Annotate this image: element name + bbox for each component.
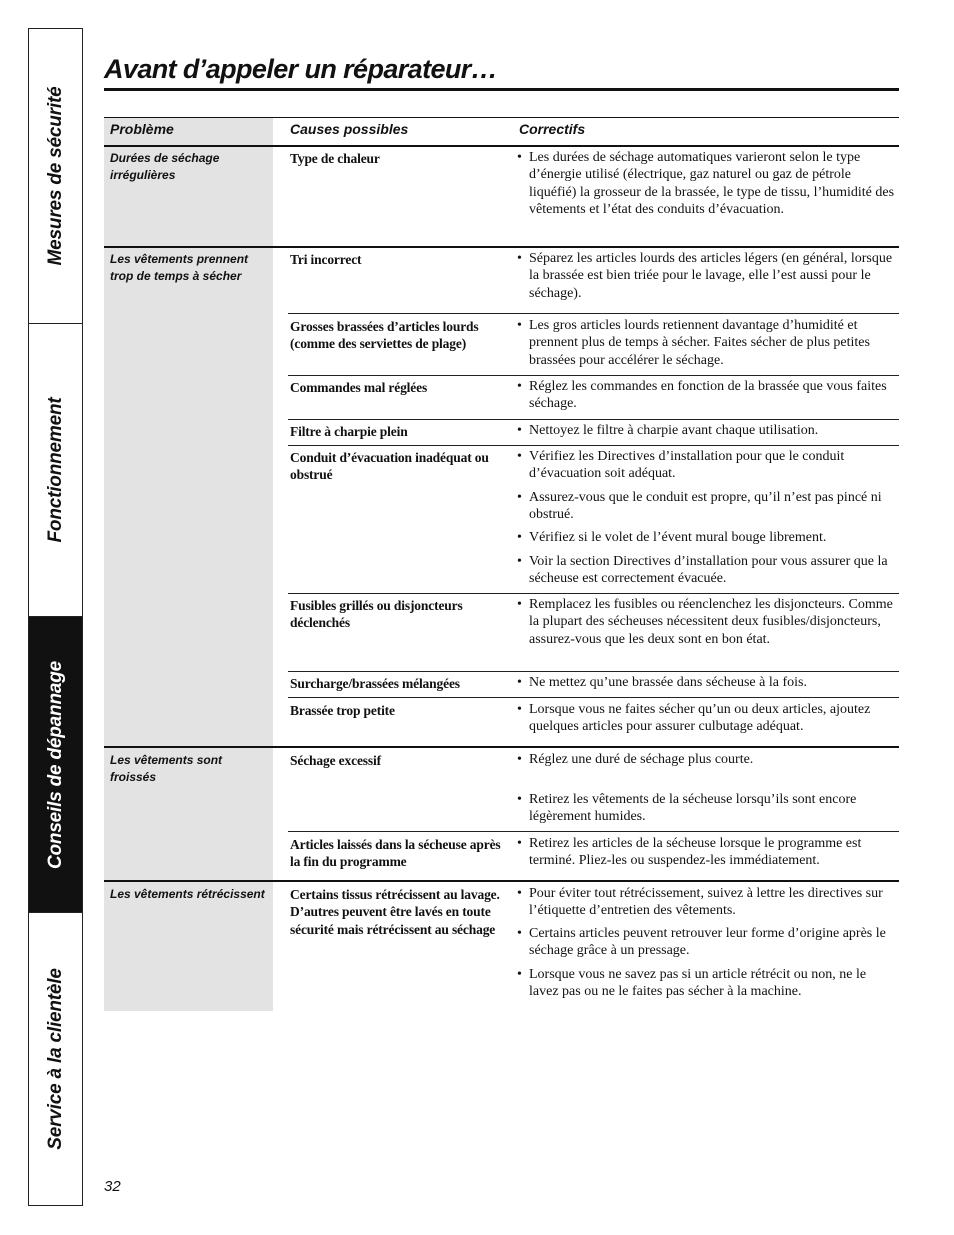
tab-label: Mesures de sécurité xyxy=(44,86,66,266)
bullet-icon: • xyxy=(517,530,522,545)
bullet-icon: • xyxy=(517,251,522,266)
tab-service-a-la-clientele[interactable] xyxy=(29,913,82,1205)
fix-text: Séparez les articles lourds des articles légers (en général, lorsque la brassée est bien triée pour le lavage, elle l’est aussi pour le séchage). xyxy=(529,251,893,301)
fix-text: Les durées de séchage automatiques varieront selon le type d’énergie utilisé (électrique, gaz naturel ou gaz de pétrole liquéfié) la grosseur de la brassée, le type de tissu, l’humidité des vêtements et l’état des conduits d’évacuation. xyxy=(529,150,895,218)
bullet-icon: • xyxy=(517,554,522,569)
header-problem: Problème xyxy=(110,121,174,137)
fix-text: Vérifiez si le volet de l’évent mural bouge librement. xyxy=(529,530,827,545)
fix-text: Lorsque vous ne faites sécher qu’un ou deux articles, ajoutez quelques articles pour assurer culbutage adéquat. xyxy=(529,702,871,735)
tab-fonctionnement[interactable] xyxy=(29,324,82,617)
bullet-icon: • xyxy=(517,490,522,505)
cause-divider xyxy=(288,375,899,376)
fix-item xyxy=(517,489,898,524)
cause-cell: Type de chaleur xyxy=(290,151,380,166)
problem-cell: Les vêtements prennent trop de temps à sécher xyxy=(110,252,249,283)
fix-item xyxy=(517,674,898,691)
cause-cell: Séchage excessif xyxy=(290,753,381,768)
tab-mesures-de-securite[interactable] xyxy=(29,29,82,324)
fix-item xyxy=(517,529,898,546)
cause-cell: Grosses brassées d’articles lourds (comme des serviettes de plage) xyxy=(290,319,479,352)
bullet-icon: • xyxy=(517,967,522,982)
bullet-icon: • xyxy=(517,886,522,901)
problem-cell: Les vêtements sont froissés xyxy=(110,753,223,784)
page-number: 32 xyxy=(104,1178,121,1195)
row-divider xyxy=(104,746,899,748)
fix-item xyxy=(517,149,898,219)
fix-item xyxy=(517,791,898,826)
bullet-icon: • xyxy=(517,926,522,941)
fix-item xyxy=(517,885,898,920)
cause-divider xyxy=(288,831,899,832)
bullet-icon: • xyxy=(517,449,522,464)
fix-text: Vérifiez les Directives d’installation pour que le conduit d’évacuation soit adéquat. xyxy=(529,449,845,482)
bullet-icon: • xyxy=(517,318,522,333)
cause-divider xyxy=(288,445,899,446)
bullet-icon: • xyxy=(517,792,522,807)
bullet-icon: • xyxy=(517,836,522,851)
cause-cell: Articles laissés dans la sécheuse après la fin du programme xyxy=(290,837,501,870)
row-divider xyxy=(104,880,899,882)
cause-divider xyxy=(288,671,899,672)
fix-item xyxy=(517,925,898,960)
bullet-icon: • xyxy=(517,702,522,717)
fix-text: Remplacez les fusibles ou réenclenchez les disjoncteurs. Comme la plupart des sécheuses nécessitent deux fusibles/disjoncteurs, assurez-vous que les deux sont en bon état. xyxy=(529,597,893,647)
header-bottom-rule xyxy=(104,145,899,147)
fix-text: Voir la section Directives d’installation pour vous assurer que la sécheuse est correctement évacuée. xyxy=(529,554,888,587)
fix-item xyxy=(517,596,898,648)
cause-cell: Surcharge/brassées mélangées xyxy=(290,676,460,691)
cause-divider xyxy=(288,313,899,314)
fix-text: Certains articles peuvent retrouver leur forme d’origine après le séchage grâce à un pressage. xyxy=(529,926,886,959)
tab-label: Conseils de dépannage xyxy=(44,660,66,869)
bullet-icon: • xyxy=(517,752,522,767)
bullet-icon: • xyxy=(517,675,522,690)
cause-cell: Certains tissus rétrécissent au lavage. D’autres peuvent être lavés en toute sécurité mais rétrécissent au séchage xyxy=(290,887,500,937)
bullet-icon: • xyxy=(517,379,522,394)
section-tabs xyxy=(28,28,83,1206)
title-rule xyxy=(104,88,899,91)
fix-text: Retirez les articles de la sécheuse lorsque le programme est terminé. Pliez-les ou suspendez-les immédiatement. xyxy=(529,836,862,869)
fix-item xyxy=(517,966,898,1001)
fix-text: Assurez-vous que le conduit est propre, qu’il n’est pas pincé ni obstrué. xyxy=(529,490,882,523)
header-fixes: Correctifs xyxy=(519,121,586,137)
fix-text: Retirez les vêtements de la sécheuse lorsqu’ils sont encore légèrement humides. xyxy=(529,792,857,825)
cause-divider xyxy=(288,697,899,698)
fix-text: Nettoyez le filtre à charpie avant chaque utilisation. xyxy=(529,423,819,438)
header-top-rule xyxy=(104,117,899,118)
fix-item xyxy=(517,553,898,588)
page-title: Avant d’appeler un réparateur… xyxy=(104,54,498,84)
row-divider xyxy=(104,246,899,248)
cause-cell: Filtre à charpie plein xyxy=(290,424,408,439)
bullet-icon: • xyxy=(517,597,522,612)
tab-label: Service à la clientèle xyxy=(44,968,66,1150)
fix-text: Réglez une duré de séchage plus courte. xyxy=(529,752,754,767)
cause-cell: Tri incorrect xyxy=(290,252,362,267)
fix-item xyxy=(517,317,898,369)
problem-cell: Les vêtements rétrécissent xyxy=(110,887,265,901)
bullet-icon: • xyxy=(517,423,522,438)
cause-cell: Commandes mal réglées xyxy=(290,380,428,395)
cause-cell: Conduit d’évacuation inadéquat ou obstrué xyxy=(290,450,489,483)
fix-text: Réglez les commandes en fonction de la brassée que vous faites séchage. xyxy=(529,379,887,412)
fix-item xyxy=(517,422,898,439)
fix-item xyxy=(517,250,898,302)
tab-conseils-de-depannage[interactable] xyxy=(29,617,82,913)
cause-cell: Brassée trop petite xyxy=(290,703,395,718)
bullet-icon: • xyxy=(517,150,522,165)
tab-label: Fonctionnement xyxy=(44,397,66,543)
cause-divider xyxy=(288,593,899,594)
fix-text: Pour éviter tout rétrécissement, suivez à lettre les directives sur l’étiquette d’entretien des vêtements. xyxy=(529,886,883,919)
cause-divider xyxy=(288,419,899,420)
fix-item xyxy=(517,448,898,483)
fix-item xyxy=(517,835,898,870)
fix-item xyxy=(517,701,898,736)
cause-cell: Fusibles grillés ou disjoncteurs déclenchés xyxy=(290,598,463,631)
fix-text: Ne mettez qu’une brassée dans sécheuse à la fois. xyxy=(529,675,807,690)
fix-text: Les gros articles lourds retiennent davantage d’humidité et prennent plus de temps à sécher. Faites sécher de plus petites brassées pour accélérer le séchage. xyxy=(529,318,870,368)
header-causes: Causes possibles xyxy=(290,121,409,137)
problem-cell: Durées de séchage irrégulières xyxy=(110,151,220,182)
fix-item xyxy=(517,751,898,768)
fix-text: Lorsque vous ne savez pas si un article rétrécit ou non, ne le lavez pas ou ne le faites pas sécher à la machine. xyxy=(529,967,867,1000)
fix-item xyxy=(517,378,898,413)
